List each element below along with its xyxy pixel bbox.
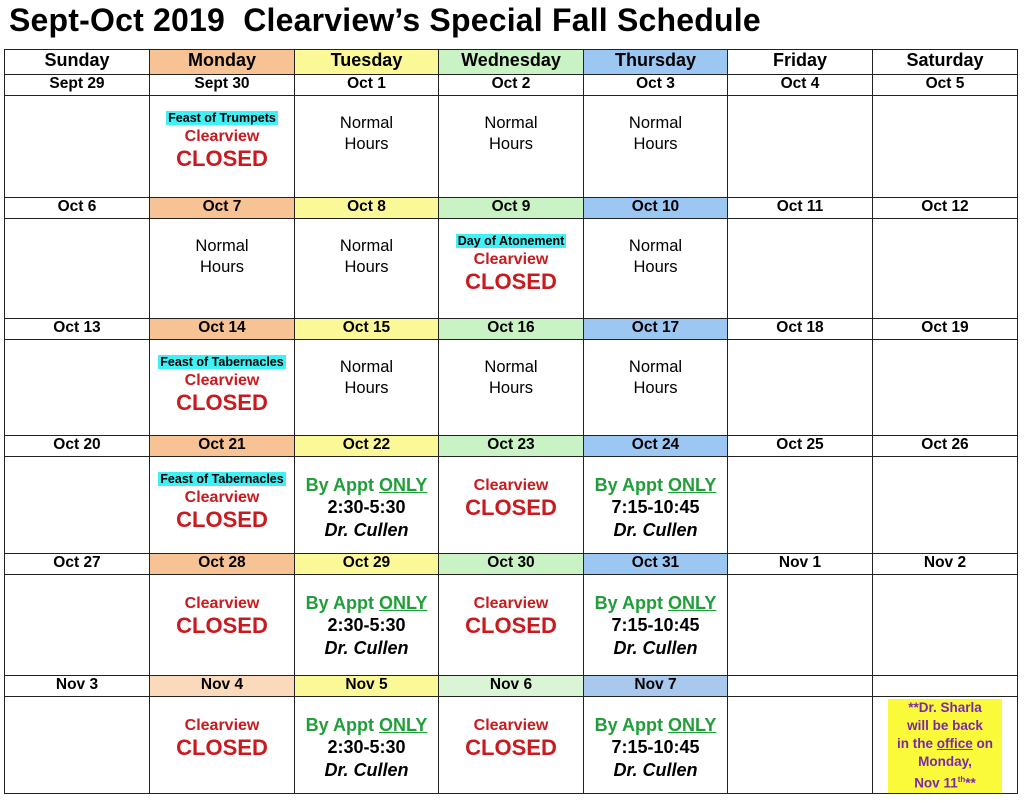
date-cell: Oct 8: [295, 198, 439, 219]
normal-hours: Normal Hours: [195, 237, 249, 276]
date-cell: [873, 676, 1018, 697]
page-title: Sept-Oct 2019 Clearview’s Special Fall Schedule: [9, 2, 761, 38]
closed-label: CLOSED: [465, 613, 557, 638]
date-cell: Oct 25: [728, 436, 873, 457]
day-cell: [439, 340, 584, 436]
date-cell: [728, 676, 873, 697]
date-cell: Oct 28: [150, 554, 295, 575]
day-header-tuesday: Tuesday: [295, 50, 439, 75]
day-cell: [150, 697, 295, 794]
day-cell: [295, 340, 439, 436]
week-5-body: [5, 575, 1018, 676]
day-cell: [150, 96, 295, 198]
appt-only-label: By Appt ONLY: [594, 715, 717, 735]
day-cell: [873, 96, 1018, 198]
date-cell: Oct 20: [5, 436, 150, 457]
day-cell: [295, 575, 439, 676]
date-cell: Oct 29: [295, 554, 439, 575]
holiday-label: Day of Atonement: [457, 234, 565, 248]
day-cell: [439, 575, 584, 676]
doctor-name: Dr. Cullen: [613, 638, 698, 658]
day-cell: [5, 457, 150, 554]
day-cell: [728, 697, 873, 794]
week-2-body: [5, 219, 1018, 319]
date-cell: Oct 27: [5, 554, 150, 575]
normal-hours: Normal Hours: [339, 114, 394, 153]
day-cell: [150, 575, 295, 676]
date-cell: Nov 5: [295, 676, 439, 697]
clearview-label: Clearview: [184, 372, 260, 389]
day-header-friday: Friday: [728, 50, 873, 75]
day-header-sunday: Sunday: [5, 50, 150, 75]
date-cell: Nov 3: [5, 676, 150, 697]
doctor-name: Dr. Cullen: [324, 520, 409, 540]
day-header-monday: Monday: [150, 50, 295, 75]
date-cell: Oct 23: [439, 436, 584, 457]
closed-label: CLOSED: [176, 507, 268, 532]
date-cell: Oct 1: [295, 75, 439, 96]
date-cell: Oct 4: [728, 75, 873, 96]
day-cell: [295, 697, 439, 794]
appt-time: 7:15-10:45: [611, 615, 700, 635]
day-cell: [728, 219, 873, 319]
day-cell: [873, 340, 1018, 436]
day-header-row: [5, 50, 1018, 75]
date-cell: Oct 22: [295, 436, 439, 457]
appt-time: 7:15-10:45: [611, 737, 700, 757]
day-cell: [584, 96, 728, 198]
normal-hours: Normal Hours: [484, 114, 538, 153]
day-cell: [584, 340, 728, 436]
doctor-name: Dr. Cullen: [613, 520, 698, 540]
day-cell: [873, 219, 1018, 319]
date-cell: Sept 29: [5, 75, 150, 96]
week-6-dates: [5, 676, 1018, 697]
week-4-dates: [5, 436, 1018, 457]
date-cell: Oct 14: [150, 319, 295, 340]
date-cell: Oct 13: [5, 319, 150, 340]
week-1-body: [5, 96, 1018, 198]
clearview-label: Clearview: [473, 251, 549, 268]
normal-hours: Normal Hours: [484, 358, 538, 397]
week-2-dates: [5, 198, 1018, 219]
day-cell: [150, 457, 295, 554]
clearview-label: Clearview: [184, 128, 260, 145]
date-cell: Nov 2: [873, 554, 1018, 575]
week-4-body: [5, 457, 1018, 554]
clearview-label: Clearview: [473, 717, 549, 734]
normal-hours: Normal Hours: [628, 358, 683, 397]
date-cell: Oct 19: [873, 319, 1018, 340]
normal-hours: Normal Hours: [628, 114, 683, 153]
day-cell: [584, 697, 728, 794]
date-cell: Oct 7: [150, 198, 295, 219]
date-cell: Oct 18: [728, 319, 873, 340]
day-cell: [295, 219, 439, 319]
date-cell: Nov 1: [728, 554, 873, 575]
day-cell: [5, 219, 150, 319]
day-header-wednesday: Wednesday: [439, 50, 584, 75]
appt-only-label: By Appt ONLY: [594, 475, 717, 495]
appt-time: 7:15-10:45: [611, 497, 700, 517]
date-cell: Oct 16: [439, 319, 584, 340]
closed-label: CLOSED: [176, 613, 268, 638]
day-cell: [295, 96, 439, 198]
holiday-label: Feast of Trumpets: [168, 111, 276, 125]
day-cell: [873, 575, 1018, 676]
day-cell: [439, 697, 584, 794]
date-cell: Oct 15: [295, 319, 439, 340]
clearview-label: Clearview: [184, 717, 260, 734]
day-cell: [584, 219, 728, 319]
doctor-name: Dr. Cullen: [324, 760, 409, 780]
calendar-table: [4, 49, 1018, 794]
holiday-label: Feast of Tabernacles: [160, 355, 284, 369]
date-cell: Sept 30: [150, 75, 295, 96]
date-cell: Oct 6: [5, 198, 150, 219]
holiday-label: Feast of Tabernacles: [160, 472, 284, 486]
day-cell: [5, 340, 150, 436]
date-cell: Oct 17: [584, 319, 728, 340]
day-cell: [439, 219, 584, 319]
week-6-body: [5, 697, 1018, 794]
date-cell: Oct 26: [873, 436, 1018, 457]
day-cell: [5, 697, 150, 794]
week-5-dates: [5, 554, 1018, 575]
week-3-dates: [5, 319, 1018, 340]
clearview-label: Clearview: [473, 477, 549, 494]
day-cell: [584, 575, 728, 676]
day-header-saturday: Saturday: [873, 50, 1018, 75]
date-cell: Oct 2: [439, 75, 584, 96]
day-cell: [295, 457, 439, 554]
date-cell: Oct 31: [584, 554, 728, 575]
date-cell: Oct 9: [439, 198, 584, 219]
return-note: **Dr. Sharla will be back in the office on Monday, Nov 11th**: [888, 699, 1002, 793]
day-cell: [439, 457, 584, 554]
date-cell: Nov 4: [150, 676, 295, 697]
normal-hours: Normal Hours: [339, 237, 394, 276]
normal-hours: Normal Hours: [628, 237, 683, 276]
normal-hours: Normal Hours: [339, 358, 394, 397]
closed-label: CLOSED: [176, 735, 268, 760]
closed-label: CLOSED: [465, 269, 557, 294]
appt-only-label: By Appt ONLY: [305, 475, 428, 495]
day-cell: [728, 96, 873, 198]
day-cell: [5, 96, 150, 198]
closed-label: CLOSED: [465, 495, 557, 520]
day-cell: [728, 457, 873, 554]
date-cell: Oct 24: [584, 436, 728, 457]
date-cell: Oct 21: [150, 436, 295, 457]
date-cell: Nov 7: [584, 676, 728, 697]
doctor-name: Dr. Cullen: [613, 760, 698, 780]
date-cell: Oct 3: [584, 75, 728, 96]
week-3-body: [5, 340, 1018, 436]
closed-label: CLOSED: [176, 390, 268, 415]
day-cell: [439, 96, 584, 198]
clearview-label: Clearview: [184, 489, 260, 506]
day-cell: [873, 457, 1018, 554]
date-cell: Oct 10: [584, 198, 728, 219]
doctor-name: Dr. Cullen: [324, 638, 409, 658]
closed-label: CLOSED: [465, 735, 557, 760]
closed-label: CLOSED: [176, 146, 268, 171]
day-cell: [584, 457, 728, 554]
day-header-thursday: Thursday: [584, 50, 728, 75]
date-cell: Oct 30: [439, 554, 584, 575]
appt-time: 2:30-5:30: [327, 615, 406, 635]
clearview-label: Clearview: [473, 595, 549, 612]
appt-time: 2:30-5:30: [327, 737, 406, 757]
date-cell: Nov 6: [439, 676, 584, 697]
appt-only-label: By Appt ONLY: [305, 593, 428, 613]
day-cell: [150, 219, 295, 319]
appt-only-label: By Appt ONLY: [594, 593, 717, 613]
date-cell: Oct 5: [873, 75, 1018, 96]
appt-only-label: By Appt ONLY: [305, 715, 428, 735]
week-1-dates: [5, 75, 1018, 96]
day-cell: [150, 340, 295, 436]
day-cell: [728, 575, 873, 676]
day-cell: [728, 340, 873, 436]
date-cell: Oct 11: [728, 198, 873, 219]
clearview-label: Clearview: [184, 595, 260, 612]
date-cell: Oct 12: [873, 198, 1018, 219]
day-cell: [5, 575, 150, 676]
appt-time: 2:30-5:30: [327, 497, 406, 517]
day-cell: [873, 697, 1018, 794]
